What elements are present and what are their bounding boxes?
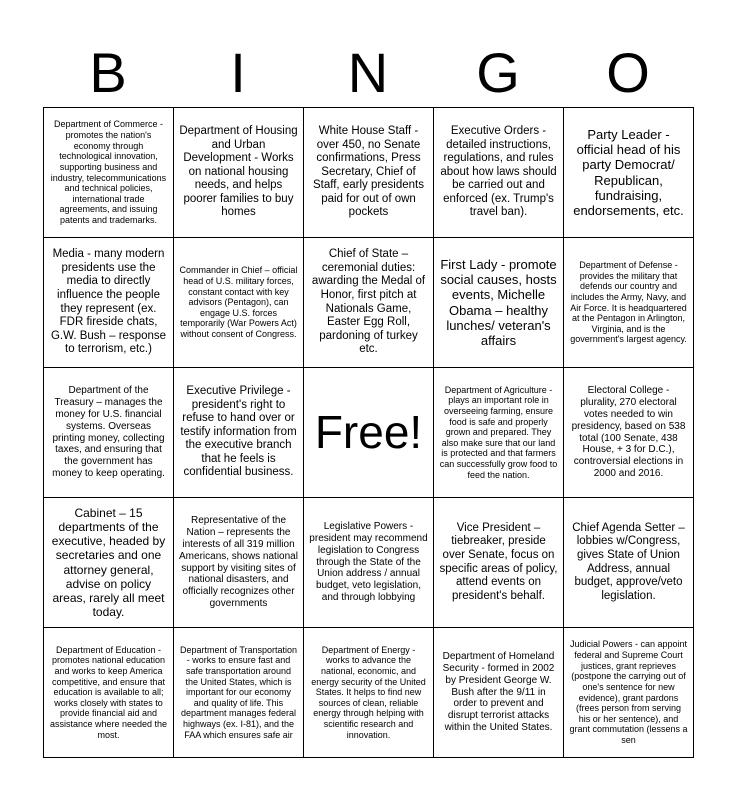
- bingo-cell[interactable]: Department of Defense - provides the military that defends our country and includes the Army, Navy, and Air Force. It is headquartered at the Pentagon in Arlington, Virginia, and is the government's largest agency.: [564, 238, 694, 368]
- bingo-cell[interactable]: Department of Agriculture - plays an important role in overseeing farming, ensure food is safe and properly grown and prepared. They also make sure that our land is protected and that farmers can successfully grow food to feed the nation.: [434, 368, 564, 498]
- bingo-row: [44, 368, 694, 498]
- bingo-cell[interactable]: Department of the Treasury – manages the money for U.S. financial systems. Overseas printing money, collecting taxes, and ensuring that the government has money to keep operating.: [44, 368, 174, 498]
- bingo-cell[interactable]: Media - many modern presidents use the media to directly influence the people they represent (ex. FDR fireside chats, G.W. Bush – response to terrorism, etc.): [44, 238, 174, 368]
- bingo-cell[interactable]: Cabinet – 15 departments of the executive, headed by secretaries and one attorney general, advise on policy areas, rarely all meet today.: [44, 498, 174, 628]
- bingo-row: [44, 108, 694, 238]
- bingo-cell[interactable]: Executive Orders - detailed instructions, regulations, and rules about how laws should be carried out and enforced (ex. Trump's travel ban).: [434, 108, 564, 238]
- bingo-cell[interactable]: Department of Homeland Security - formed in 2002 by President George W. Bush after the 9/11 in order to prevent and disrupt terrorist attacks within the United States.: [434, 628, 564, 758]
- bingo-cell[interactable]: Department of Commerce - promotes the nation's economy through technological innovation, supporting business and industry, telecommunications and technical policies, international trade agreements, and issuing patents and trademarks.: [44, 108, 174, 238]
- bingo-cell[interactable]: Representative of the Nation – represents the interests of all 319 million Americans, shows national support by visiting sites of national disasters, and officially recognizes other governments: [174, 498, 304, 628]
- bingo-header: [43, 40, 694, 106]
- bingo-row: [44, 238, 694, 368]
- bingo-cell[interactable]: Department of Education - promotes national education and works to keep America competitive, and ensure that education is available to all; works closely with states to provide financial aid and assistance where needed the most.: [44, 628, 174, 758]
- bingo-cell[interactable]: Department of Energy - works to advance the national, economic, and energy security of the United States. It helps to find new sources of clean, reliable energy through helping with scientific research and innovation.: [304, 628, 434, 758]
- header-letter-o: O: [606, 41, 650, 104]
- bingo-cell[interactable]: Chief Agenda Setter – lobbies w/Congress, gives State of Union Address, annual budget, approve/veto legislation.: [564, 498, 694, 628]
- bingo-cell[interactable]: Vice President – tiebreaker, preside over Senate, focus on specific areas of policy, attend events on president's behalf.: [434, 498, 564, 628]
- bingo-cell[interactable]: First Lady - promote social causes, hosts events, Michelle Obama – healthy lunches/ veteran's affairs: [434, 238, 564, 368]
- bingo-cell[interactable]: Department of Transportation - works to ensure fast and safe transportation around the United States, which is important for our economy and quality of life. This department manages federal highways (ex. I-81), and the FAA which ensures safe air: [174, 628, 304, 758]
- bingo-cell[interactable]: Department of Housing and Urban Development - Works on national housing needs, and helps poorer families to buy homes: [174, 108, 304, 238]
- header-letter-g: G: [476, 41, 520, 104]
- bingo-cell[interactable]: Party Leader - official head of his party Democrat/ Republican, fundraising, endorsements, etc.: [564, 108, 694, 238]
- bingo-cell[interactable]: Judicial Powers - can appoint federal and Supreme Court justices, grant reprieves (postpone the carrying out of one's sentence for new evidence), grant pardons (frees person from serving his or her sentence), and grant commutation (lessens a sen: [564, 628, 694, 758]
- bingo-row: [44, 498, 694, 628]
- bingo-card: [43, 107, 694, 758]
- bingo-cell[interactable]: Commander in Chief – official head of U.S. military forces, constant contact with key advisors (Pentagon), can engage U.S. forces temporarily (War Powers Act) without consent of Congress.: [174, 238, 304, 368]
- bingo-cell[interactable]: Legislative Powers - president may recommend legislation to Congress through the State of the Union address / annual budget, veto legislation, and through lobbying: [304, 498, 434, 628]
- bingo-cell[interactable]: Chief of State – ceremonial duties: awarding the Medal of Honor, first pitch at Nationals Game, Easter Egg Roll, pardoning of turkey etc.: [304, 238, 434, 368]
- bingo-row: [44, 628, 694, 758]
- header-letter-i: I: [230, 41, 246, 104]
- free-space[interactable]: Free!: [304, 368, 434, 498]
- bingo-cell[interactable]: Electoral College - plurality, 270 electoral votes needed to win presidency, based on 538 total (100 Senate, 438 House, + 3 for D.C.), controversial elections in 2000 and 2016.: [564, 368, 694, 498]
- bingo-cell[interactable]: Executive Privilege - president's right to refuse to hand over or testify information from the executive branch that he feels is confidential business.: [174, 368, 304, 498]
- bingo-cell[interactable]: White House Staff - over 450, no Senate confirmations, Press Secretary, Chief of Staff, early presidents paid for out of own pockets: [304, 108, 434, 238]
- header-letter-b: B: [89, 41, 127, 104]
- header-letter-n: N: [347, 41, 389, 104]
